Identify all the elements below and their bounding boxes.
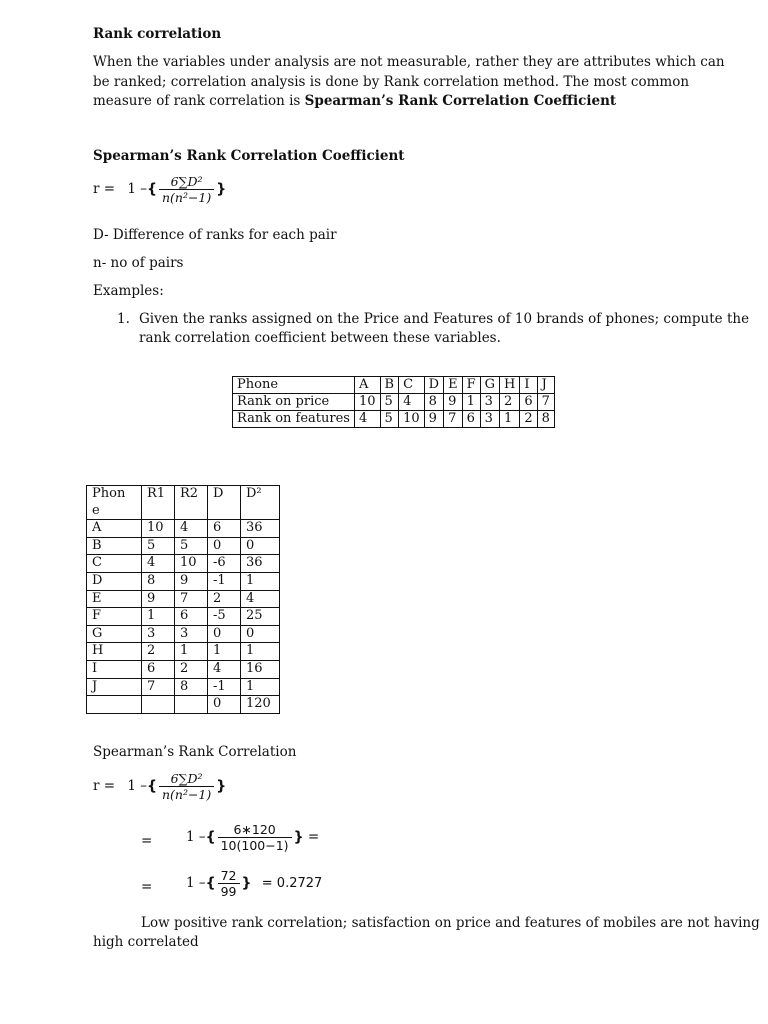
table-row [87,696,280,714]
ranks-cell: F [462,377,480,394]
ranks-cell: 8 [424,394,443,411]
calculation-cell: -5 [208,608,241,626]
calculation-cell: 9 [175,572,208,590]
ranks-table-row [233,411,555,428]
step1-brace-open: { [205,829,216,846]
question-line-1: Given the ranks assigned on the Price and Features of 10 brands of phones; compute the [139,311,750,327]
calculation-cell: F [87,608,142,626]
calculation-cell: C [87,555,142,573]
ranks-row-label: Rank on price [233,394,355,411]
step1-tail: = [307,829,320,845]
examples-label: Examples: [93,283,164,299]
ranks-cell: 9 [424,411,443,428]
step2-denominator: 99 [218,883,240,899]
section-heading: Spearman’s Rank Correlation Coefficient [93,148,405,164]
ranks-cell: 10 [399,411,425,428]
calculation-cell: 10 [142,520,175,538]
calculation-cell: 36 [241,555,280,573]
ranks-cell: 1 [500,411,520,428]
table-row [87,678,280,696]
calculation-cell: D [87,572,142,590]
calculation-cell: -1 [208,572,241,590]
step1-one-minus: 1 – [186,829,206,845]
calculation-cell [142,696,175,714]
ranks-cell: I [520,377,537,394]
table-row [87,590,280,608]
calculation-cell: 2 [175,660,208,678]
calculation-cell: 4 [208,660,241,678]
ranks-cell: 8 [537,411,554,428]
table-row [87,520,280,538]
ranks-cell: 2 [500,394,520,411]
conclusion-line-1: Low positive rank correlation; satisfaction on price and features of mobiles are not having [141,915,760,931]
calculation-cell: 5 [142,537,175,555]
ranks-cell: 5 [380,394,399,411]
ranks-cell: 7 [537,394,554,411]
ranks-cell: 9 [444,394,463,411]
calculation-cell: 4 [142,555,175,573]
ranks-cell: 3 [480,411,499,428]
calculation-cell: 6 [142,660,175,678]
intro-bold-term: Spearman’s Rank Correlation Coefficient [304,93,617,109]
table-row [87,555,280,573]
calculation-cell: 5 [175,537,208,555]
calculation-header-cell: R2 [175,486,208,520]
solution-denominator: n(n²−1) [159,786,214,802]
step2-equals: = [141,879,153,895]
formula-fraction [159,174,214,205]
calculation-header-row [87,486,280,520]
calculation-cell: 120 [241,696,280,714]
step2-result: = 0.2727 [261,876,323,891]
spearman-formula [93,174,226,205]
calculation-header-cell: Phon e [87,486,142,520]
calculation-cell: 0 [208,696,241,714]
formula-one-minus: 1 – [127,181,147,197]
calculation-cell: 4 [175,520,208,538]
calculation-cell: 0 [208,625,241,643]
ranks-cell: C [399,377,425,394]
calculation-cell: J [87,678,142,696]
calculation-cell: 1 [208,643,241,661]
step1-denominator: 10(100−1) [218,837,292,853]
page-title: Rank correlation [93,26,222,42]
formula-brace-open: { [147,181,157,198]
calculation-cell: 1 [241,643,280,661]
calculation-cell: 16 [241,660,280,678]
table-row [87,608,280,626]
solution-brace-close: } [216,778,227,795]
calculation-cell: 9 [142,590,175,608]
solution-numerator: 6∑D² [170,771,203,786]
calculation-cell: 7 [175,590,208,608]
calculation-cell: A [87,520,142,538]
ranks-cell: 2 [520,411,537,428]
calculation-cell: B [87,537,142,555]
calculation-cell: 0 [208,537,241,555]
step1-brace-close: } [293,829,304,846]
table-row [87,537,280,555]
ranks-row-label: Phone [233,377,355,394]
ranks-table-row [233,377,555,394]
calculation-header-cell: R1 [142,486,175,520]
definition-d: D- Difference of ranks for each pair [93,227,337,243]
calculation-cell: 2 [208,590,241,608]
calculation-cell: 6 [208,520,241,538]
ranks-cell: 5 [380,411,399,428]
calculation-cell: 1 [175,643,208,661]
formula-numerator: 6∑D² [170,174,203,189]
definition-n: n- no of pairs [93,255,184,271]
ranks-cell: E [444,377,463,394]
calculation-cell: H [87,643,142,661]
ranks-cell: J [537,377,554,394]
table-row [87,660,280,678]
calculation-cell: 7 [142,678,175,696]
calculation-table [86,485,280,714]
calculation-cell: 1 [241,572,280,590]
ranks-cell: 7 [444,411,463,428]
calculation-cell: 6 [175,608,208,626]
formula-denominator: n(n²−1) [159,189,214,205]
step2-one-minus: 1 – [186,875,206,891]
ranks-cell: 3 [480,394,499,411]
calculation-header-cell: D² [241,486,280,520]
calculation-cell: 1 [142,608,175,626]
step1-equals: = [141,833,153,849]
ranks-table [232,376,555,428]
ranks-cell: 6 [462,411,480,428]
intro-text: When the variables under analysis are not measurable, rather they are attributes which can be ranked; correlation analysis is done by Rank correlation method. The most common measure of rank correlation is [93,54,725,109]
question-number: 1. [117,311,130,327]
ranks-cell: A [354,377,380,394]
conclusion-line-2: high correlated [93,934,199,950]
calculation-cell: -6 [208,555,241,573]
calculation-cell: 0 [241,537,280,555]
ranks-cell: 4 [354,411,380,428]
ranks-row-label: Rank on features [233,411,355,428]
question-line-2: rank correlation coefficient between these variables. [139,330,501,346]
table-row [87,572,280,590]
calculation-cell: 8 [142,572,175,590]
solution-one-minus: 1 – [127,778,147,794]
solution-fraction [159,771,214,802]
step2-expression [186,868,322,899]
solution-formula [93,771,226,802]
solution-lhs: r = [93,778,116,794]
calculation-cell: 4 [241,590,280,608]
step1-expression [186,822,319,853]
calculation-cell: G [87,625,142,643]
formula-brace-close: } [216,181,227,198]
calculation-cell: -1 [208,678,241,696]
ranks-cell: 10 [354,394,380,411]
calculation-cell [87,696,142,714]
table-row [87,625,280,643]
formula-lhs: r = [93,181,116,197]
calculation-cell [175,696,208,714]
calculation-cell: I [87,660,142,678]
calculation-cell: 0 [241,625,280,643]
intro-paragraph [93,53,733,112]
step2-numerator: 72 [220,868,237,883]
calculation-cell: 36 [241,520,280,538]
calculation-cell: 10 [175,555,208,573]
solution-brace-open: { [147,778,157,795]
calculation-cell: 8 [175,678,208,696]
ranks-cell: B [380,377,399,394]
table-row [87,643,280,661]
step2-brace-open: { [205,875,216,892]
ranks-cell: H [500,377,520,394]
solution-title: Spearman’s Rank Correlation [93,744,297,760]
ranks-table-row [233,394,555,411]
ranks-cell: 1 [462,394,480,411]
ranks-cell: 4 [399,394,425,411]
ranks-cell: 6 [520,394,537,411]
calculation-cell: E [87,590,142,608]
calculation-header-cell: D [208,486,241,520]
ranks-cell: G [480,377,499,394]
step2-fraction [218,868,240,899]
calculation-cell: 25 [241,608,280,626]
calculation-cell: 3 [142,625,175,643]
calculation-cell: 1 [241,678,280,696]
calculation-cell: 3 [175,625,208,643]
ranks-cell: D [424,377,443,394]
calculation-cell: 2 [142,643,175,661]
step2-brace-close: } [241,875,252,892]
step1-numerator: 6∗120 [233,822,276,837]
step1-fraction [218,822,292,853]
